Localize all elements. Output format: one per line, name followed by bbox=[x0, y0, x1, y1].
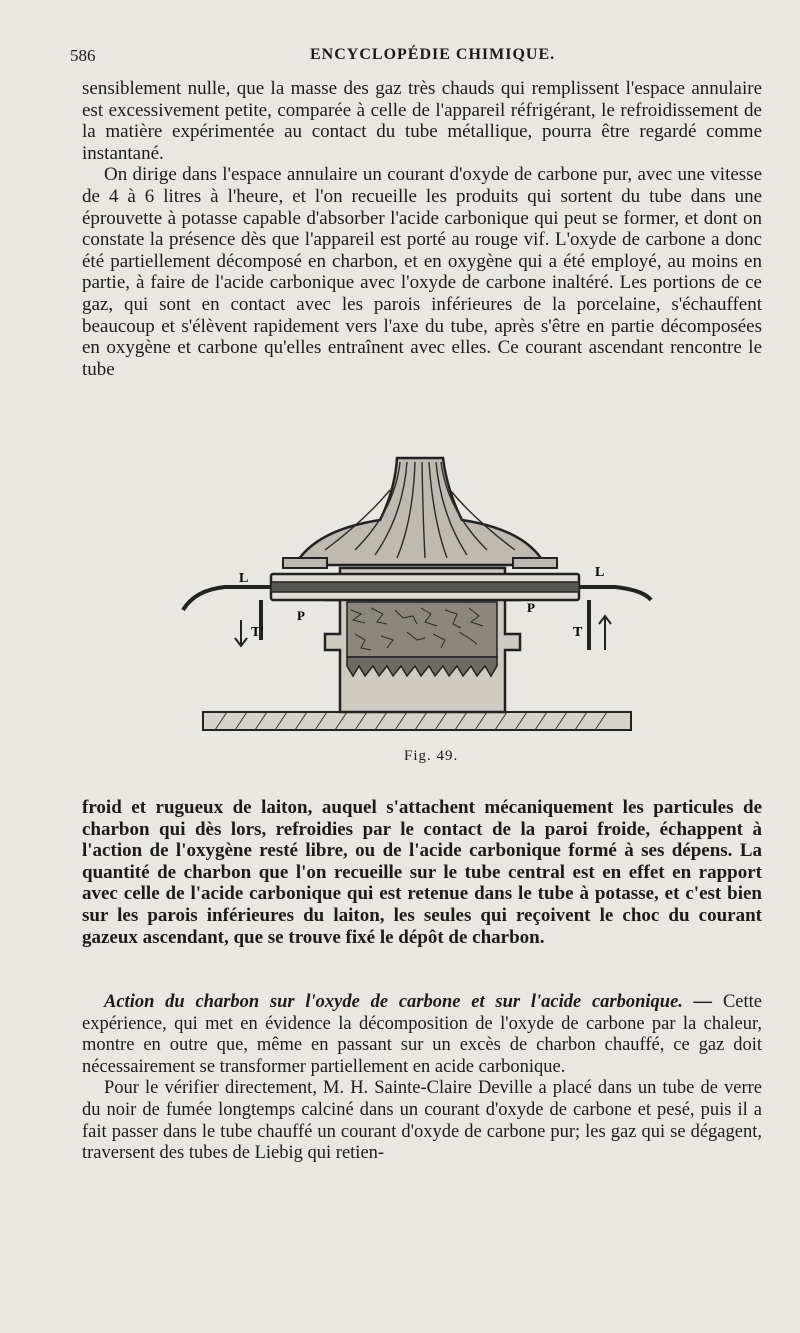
paragraph-text: Cette expérience, qui met en évidence la décomposition de l'oxyde de carbone par la chaleur, montre en outre que, même en passant sur un excès de charbon chauffé, ce gaz doit nécessairement se transformer partiellement en acide carbonique. bbox=[82, 992, 762, 1077]
paragraph bbox=[82, 992, 762, 1078]
apparatus-figure bbox=[175, 450, 655, 770]
label-t-left: T' bbox=[251, 625, 265, 640]
figure-caption: Fig. 49. bbox=[404, 748, 459, 764]
paragraph: sensiblement nulle, que la masse des gaz très chauds qui remplissent l'espace annulaire est excessivement petite, comparée à celle de l'appareil réfrigérant, le refroidissement de la matière expérimentée au contact du tube métallique, pourra être regardé comme instantané. bbox=[82, 78, 762, 164]
label-t-right: T bbox=[573, 625, 583, 640]
section-heading: Action du charbon sur l'oxyde de carbone et sur l'acide carbonique. — bbox=[104, 992, 713, 1012]
furnace-dome bbox=[295, 458, 545, 565]
charcoal-bed bbox=[347, 602, 497, 657]
section-block bbox=[82, 992, 762, 1165]
running-title: ENCYCLOPÉDIE CHIMIQUE. bbox=[310, 46, 556, 63]
top-text-block bbox=[82, 78, 762, 380]
paragraph: On dirige dans l'espace annulaire un courant d'oxyde de carbone pur, avec une vitesse de 4 à 6 litres à l'heure, et l'on recueille les produits qui sortent du tube dans une éprouvette à potasse capable d'absorber l'acide carbonique qui peut se former, et dont on constate la présence dès que l'appareil est porté au rouge vif. L'oxyde de carbone a donc été partiellement décomposé en charbon, et en oxygène qui a été employé, au moins en partie, à faire de l'acide carbonique avec l'oxyde de carbone inaltéré. Les portions de ce gaz, qui sont en contact avec les parois inférieures de la porcelaine, s'échauffent beaucoup et s'élèvent rapidement vers l'axe du tube, après s'être en partie décomposées en oxygène et carbone qu'elles entraînent avec elles. Ce courant ascendant rencontre le tube bbox=[82, 164, 762, 380]
label-l-left: L bbox=[239, 571, 249, 586]
label-p-right: P bbox=[527, 600, 535, 615]
brass-tube bbox=[271, 582, 579, 592]
label-p-left: P bbox=[297, 608, 305, 623]
paragraph: froid et rugueux de laiton, auquel s'attachent mécaniquement les particules de charbon qui dès lors, refroidies par le contact de la paroi froide, échappent à l'action de l'oxygène resté libre, ou de l'acide carbonique formé à ses dépens. La quantité de charbon que l'on recueille sur le tube central est en effet en rapport avec celle de l'acide carbonique qui est retenue dans le tube à potasse, et c'est bien sur les parois inférieures du laiton, les seules qui reçoivent le choc du courant gazeux ascendant, que se trouve fixé le dépôt de charbon. bbox=[82, 797, 762, 948]
paragraph: Pour le vérifier directement, M. H. Sainte-Claire Deville a placé dans un tube de verre du noir de fumée longtemps calciné dans un courant d'oxyde de carbone et pesé, puis il a fait passer dans le tube chauffé un courant d'oxyde de carbone pur; les gaz qui se dégagent, traversent des tubes de Liebig qui retien- bbox=[82, 1078, 762, 1164]
page-number: 586 bbox=[70, 46, 96, 65]
bottom-text-block bbox=[82, 797, 762, 948]
label-l-right: L bbox=[595, 565, 605, 580]
page-header bbox=[70, 46, 760, 70]
